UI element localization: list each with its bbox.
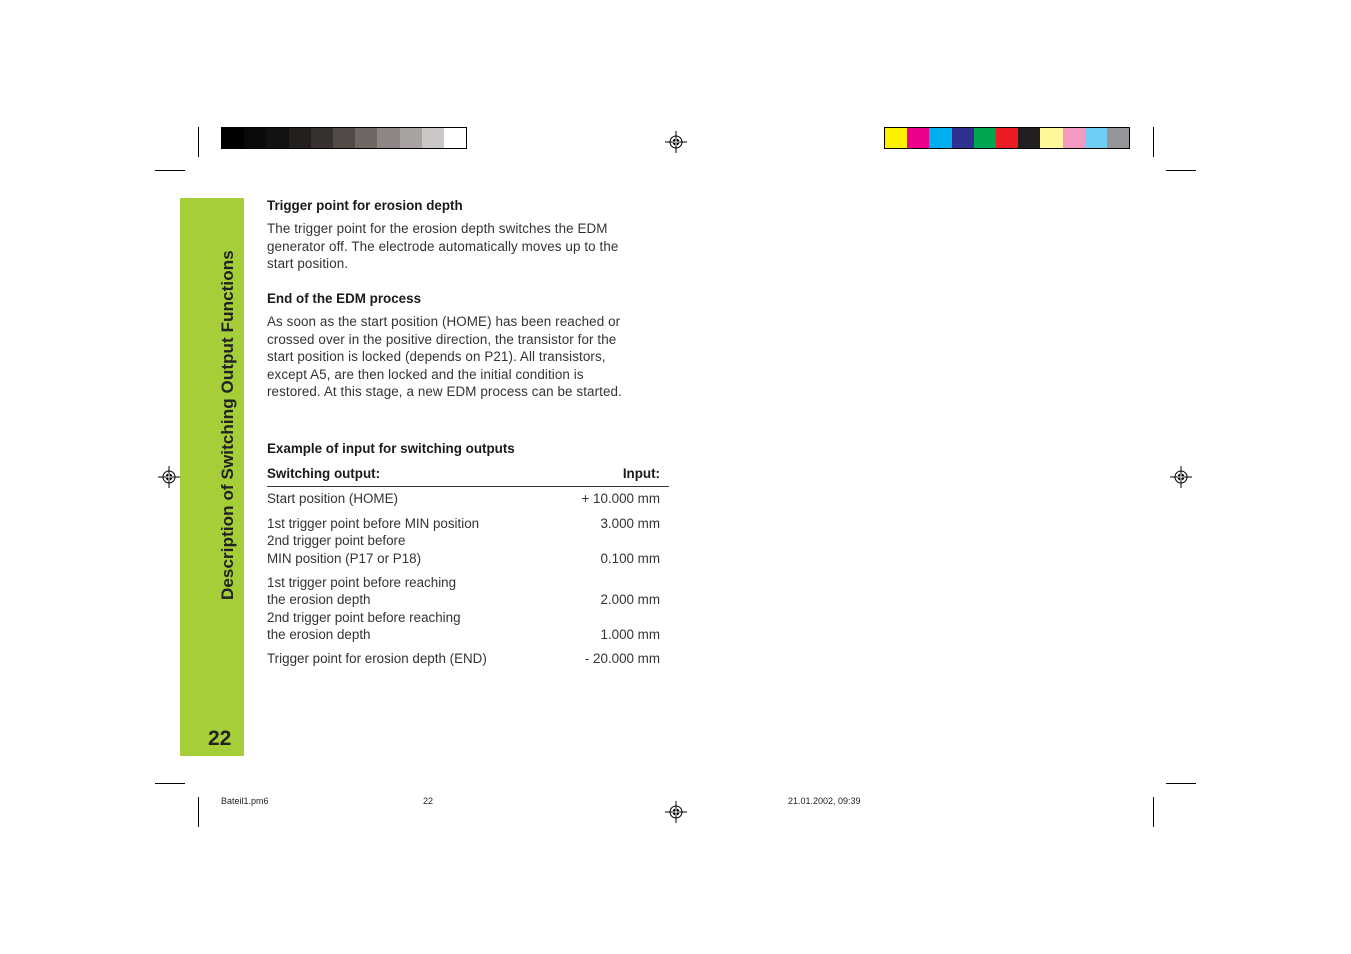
- crop-mark: [1166, 783, 1196, 784]
- body-line: start position is locked (depends on P21). All transistors,: [267, 349, 606, 365]
- row-label: 2nd trigger point before: [267, 533, 406, 549]
- table-row: [267, 490, 669, 507]
- crop-mark: [1153, 127, 1154, 157]
- grayscale-color-bar: [221, 127, 467, 149]
- color-swatch: [996, 128, 1018, 148]
- col-header-input: Input:: [622, 466, 660, 481]
- color-swatch: [222, 128, 244, 148]
- footer-filename: Bateil1.pm6: [221, 796, 269, 806]
- section-heading: End of the EDM process: [267, 291, 422, 306]
- color-swatch: [1040, 128, 1062, 148]
- page-number: 22: [208, 727, 232, 750]
- col-header-output: Switching output:: [267, 466, 381, 481]
- table-row: [267, 574, 669, 644]
- color-swatch: [266, 128, 288, 148]
- table-row: [267, 650, 669, 667]
- crop-mark: [1166, 170, 1196, 171]
- crop-mark: [155, 170, 185, 171]
- section-heading: Trigger point for erosion depth: [267, 198, 463, 213]
- color-swatch: [885, 128, 907, 148]
- row-value: + 10.000 mm: [581, 491, 660, 506]
- color-swatch: [907, 128, 929, 148]
- crop-mark: [198, 797, 199, 827]
- body-line: restored. At this stage, a new EDM process can be started.: [267, 384, 622, 400]
- body-line: The trigger point for the erosion depth switches the EDM: [267, 221, 608, 237]
- row-label: the erosion depth: [267, 592, 371, 608]
- color-swatch: [952, 128, 974, 148]
- row-label: 1st trigger point before reaching: [267, 575, 457, 590]
- crop-mark: [155, 783, 185, 784]
- section-trigger-point: [267, 197, 669, 273]
- row-label: Start position (HOME): [267, 491, 398, 506]
- row-value: 1.000 mm: [600, 627, 660, 643]
- row-value: 3.000 mm: [600, 516, 660, 531]
- row-label: Trigger point for erosion depth (END): [267, 651, 487, 666]
- color-swatch: [929, 128, 951, 148]
- row-label: MIN position (P17 or P18): [267, 550, 422, 566]
- table-row: [267, 515, 669, 567]
- process-color-bar: [884, 127, 1130, 149]
- color-swatch: [1063, 128, 1085, 148]
- registration-mark-icon: [665, 801, 687, 823]
- table-header: [267, 466, 669, 487]
- color-swatch: [422, 128, 444, 148]
- chapter-title: Description of Switching Output Functions: [218, 250, 237, 600]
- color-swatch: [974, 128, 996, 148]
- color-swatch: [400, 128, 422, 148]
- row-value: 0.100 mm: [600, 550, 660, 566]
- body-line: except A5, are then locked and the initial condition is: [267, 366, 584, 382]
- color-swatch: [244, 128, 266, 148]
- crop-mark: [198, 127, 199, 157]
- color-swatch: [311, 128, 333, 148]
- row-label: 1st trigger point before MIN position: [267, 516, 480, 531]
- footer-timestamp: 21.01.2002, 09:39: [788, 796, 861, 806]
- registration-mark-icon: [665, 131, 687, 153]
- registration-mark-icon: [1170, 466, 1192, 488]
- color-swatch: [444, 128, 466, 148]
- example-heading: Example of input for switching outputs: [267, 441, 515, 456]
- crop-mark: [1153, 797, 1154, 827]
- row-label: the erosion depth: [267, 627, 371, 643]
- row-value: - 20.000 mm: [584, 651, 660, 666]
- row-label: 2nd trigger point before reaching: [267, 609, 461, 625]
- color-swatch: [333, 128, 355, 148]
- body-line: generator off. The electrode automatically moves up to the: [267, 238, 619, 254]
- color-swatch: [1085, 128, 1107, 148]
- registration-mark-icon: [158, 466, 180, 488]
- color-swatch: [289, 128, 311, 148]
- color-swatch: [1018, 128, 1040, 148]
- body-line: crossed over in the positive direction, the transistor for the: [267, 331, 617, 347]
- color-swatch: [1107, 128, 1129, 148]
- color-swatch: [377, 128, 399, 148]
- body-line: start position.: [267, 256, 349, 272]
- row-value: 2.000 mm: [600, 592, 660, 608]
- section-end-of-edm: [267, 290, 669, 400]
- body-line: As soon as the start position (HOME) has been reached or: [267, 314, 621, 330]
- footer-page: 22: [423, 796, 434, 806]
- color-swatch: [355, 128, 377, 148]
